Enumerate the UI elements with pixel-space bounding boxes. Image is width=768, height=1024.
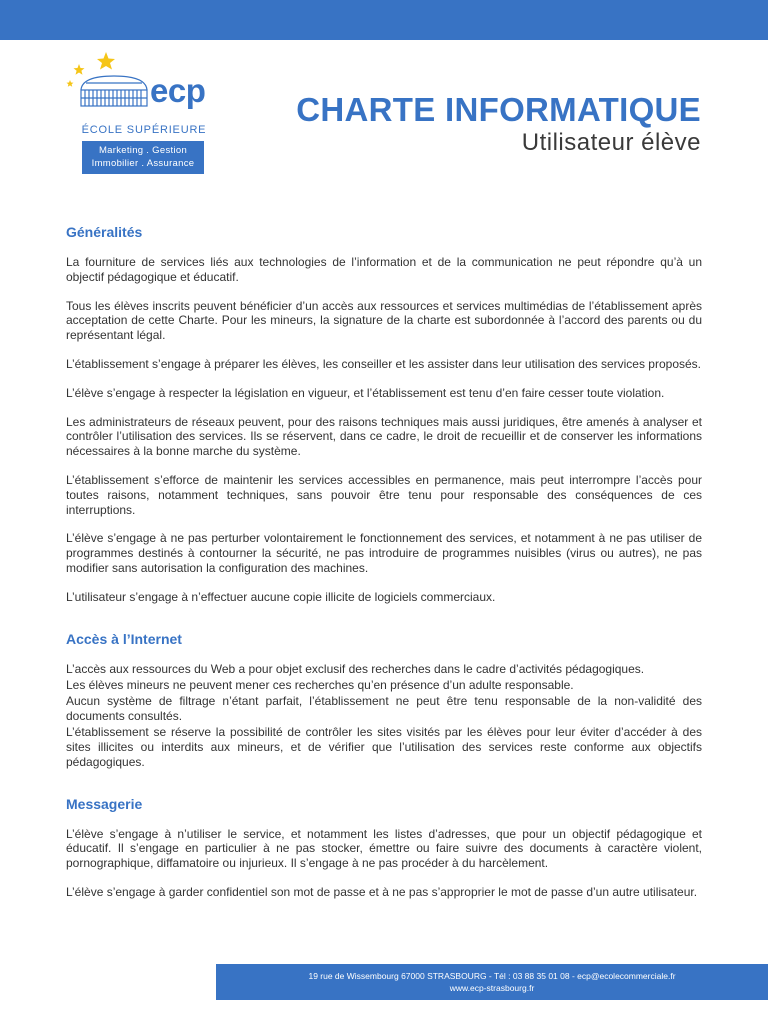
paragraph: Les élèves mineurs ne peuvent mener ces recherches qu’en présence d’un adulte responsable. [66,677,574,692]
section-heading: Accès à l’Internet [66,630,182,647]
paragraph: L’établissement se réserve la possibilité de contrôler les sites visités par les élèves pour leur éviter d’accéder à des sites illicites ou interdits aux mineurs, et de vérifier que l’utilisation des services reste conforme aux objectifs pédagogiques. [66,725,702,769]
top-banner [0,0,768,40]
document-title: CHARTE INFORMATIQUE [296,91,701,128]
section-acces-internet [66,631,702,770]
paragraph: Les administrateurs de réseaux peuvent, pour des raisons techniques mais aussi juridiques, être amenés à analyser et contrôler l’utilisation des services. Ils se réservent, dans ce cadre, le droit de recueillir et de conserver les informations nécessaires à la bonne marche du système. [66,414,702,459]
paragraph: L’accès aux ressources du Web a pour objet exclusif des recherches dans le cadre d’activités pédagogiques. [66,661,645,676]
footer-website[interactable]: www.ecp-strasbourg.fr [449,983,535,993]
building-stars-icon [64,50,154,120]
section-heading: Messagerie [66,795,143,812]
paragraph: L’utilisateur s’engage à n’effectuer aucune copie illicite de logiciels commerciaux. [66,589,496,604]
section-messagerie [66,796,702,900]
document-body [66,222,702,914]
logo-box-line1: Marketing . Gestion [98,145,188,156]
paragraph: La fourniture de services liés aux technologies de l’information et de la communication ne peut répondre qu’à un objectif pédagogique et éducatif. [66,255,702,284]
document-subtitle: Utilisateur élève [521,129,701,156]
logo-box-line2: Immobilier . Assurance [91,157,195,169]
footer-bar [216,964,768,1000]
paragraph: L’élève s’engage à respecter la législation en vigueur, et l’établissement est tenu d’en faire cesser toute violation. [66,385,665,400]
school-logo [64,50,214,176]
footer-address: 19 rue de Wissembourg 67000 STRASBOURG - Tél : 03 88 35 01 08 - ecp@ecolecommerciale.fr [308,971,676,981]
paragraph: Aucun système de filtrage n’étant parfait, l’établissement ne peut être tenu responsable de la non-validité des documents consultés. [66,694,702,723]
logo-specialties-box [82,141,204,174]
paragraph: L’élève s’engage à n’utiliser le service, et notamment les listes d’adresses, que pour un objectif pédagogique et éducatif. Il s’engage en particulier à ne pas stocker, émettre ou faire suivre des documents à caractère violent, pornographique, diffamatoire ou injurieux. Il s’engage à ne pas procéder à du harcèlement. [66,826,702,871]
logo-wordmark: ecp [150,72,206,109]
logo-subtitle: ÉCOLE SUPÉRIEURE [81,124,207,136]
paragraph: L’élève s’engage à garder confidentiel son mot de passe et à ne pas s’approprier le mot de passe d’un autre utilisateur. [66,885,698,900]
section-heading: Généralités [66,224,143,240]
paragraph: L’établissement s’efforce de maintenir les services accessibles en permanence, mais peut interrompre l’accès pour toutes raisons, notamment techniques, sans pouvoir être tenu pour responsable des conséquences de ces interruptions. [66,472,702,517]
paragraph: L’élève s’engage à ne pas perturber volontairement le fonctionnement des services, et notamment à ne pas utiliser de programmes destinés à contourner la sécurité, ne pas introduire de programmes nuisibles (virus ou autres), ne pas modifier sans autorisation la configuration des machines. [66,531,702,575]
section-generalites [66,224,702,605]
paragraph: L’établissement s’engage à préparer les élèves, les conseiller et les assister dans leur utilisation des services proposés. [66,356,701,371]
paragraph: Tous les élèves inscrits peuvent bénéficier d’un accès aux ressources et services multimédias de l’établissement après acceptation de cette Charte. Pour les mineurs, la signature de la charte est subordonnée à l’accord des parents ou du représentant légal. [66,298,702,343]
